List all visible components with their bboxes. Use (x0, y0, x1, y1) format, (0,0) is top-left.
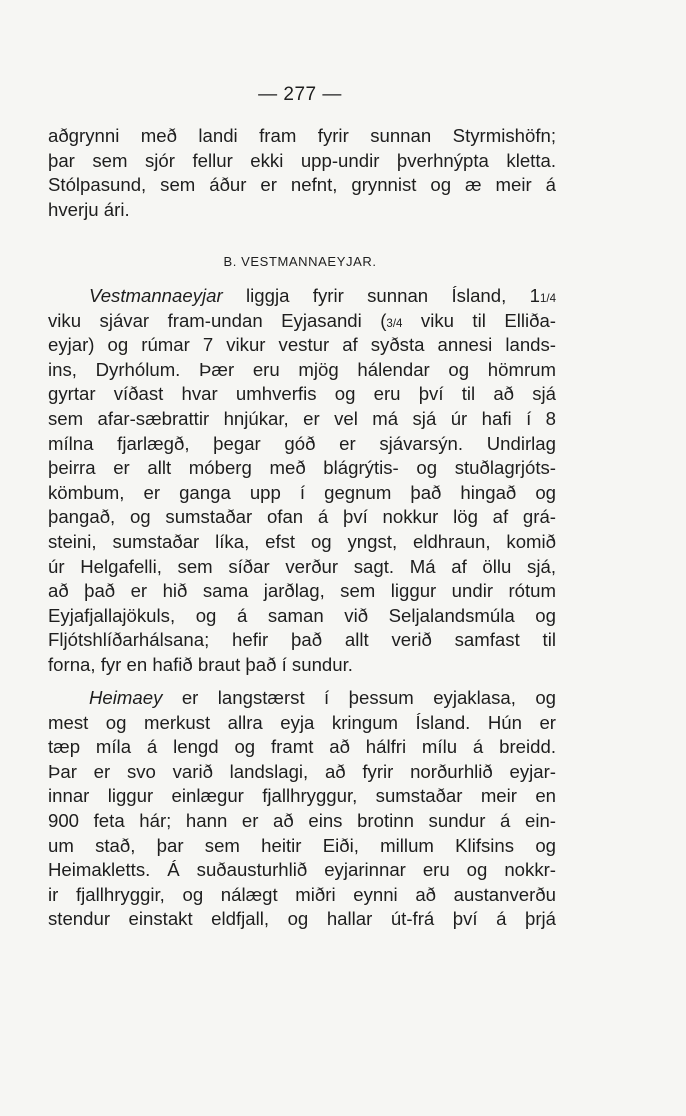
text-line: kömbum, er ganga upp í gegnum það hingað og (48, 481, 556, 503)
text-line: 900 feta hár; hann er að eins brotinn sundur á ein- (48, 809, 556, 831)
text-line: mest og merkust allra eyja kringum Ísland. Hún er (48, 711, 556, 733)
fraction: 3/4 (386, 317, 403, 330)
fraction-whole: 1 (529, 285, 540, 306)
text-line: hverju ári. (48, 198, 130, 220)
text-line: stendur einstakt eldfjall, og hallar út-frá því á þrjá (48, 908, 556, 930)
text-line (48, 309, 556, 334)
text-line: þeirra er allt móberg með blágrýtis- og stuðlagrjóts- (48, 457, 556, 479)
text-line: Heimakletts. Á suðausturhlið eyjarinnar eru og nokkr- (48, 859, 556, 881)
text-line (48, 686, 556, 711)
text-line: steini, sumstaðar líka, efst og yngst, eldhraun, komið (48, 530, 556, 552)
text-line (48, 284, 556, 309)
text-line: ir fjallhryggir, og nálægt miðri eynni að austanverðu (48, 883, 556, 905)
text-line: mílna fjarlægð, þegar góð er sjávarsýn. Undirlag (48, 432, 556, 454)
text-line: innar liggur einlægur fjallhryggur, sumstaðar meir en (48, 785, 556, 807)
text-line: gyrtar víðast hvar umhverfis og eru því til að sjá (48, 383, 556, 405)
paragraph-vestmannaeyjar (48, 284, 556, 678)
text-line: Stólpasund, sem áður er nefnt, grynnist og æ meir á (48, 174, 556, 196)
italic-term: Vestmannaeyjar (89, 285, 223, 306)
text-line: ins, Dyrhólum. Þær eru mjög hálendar og hömrum (48, 358, 556, 380)
text-line: Þar er svo varið landslagi, að fyrir norðurhlið eyjar- (48, 760, 556, 782)
italic-term: Heimaey (89, 687, 163, 708)
text-line: eyjar) og rúmar 7 vikur vestur af syðsta annesi lands- (48, 334, 556, 356)
section-heading: B. VESTMANNAEYJAR. (223, 254, 377, 269)
page-number: — 277 — (258, 84, 342, 105)
text-line: þangað, og sumstaðar ofan á því nokkur lög af grá- (48, 506, 556, 528)
text-line: um stað, þar sem heitir Eiði, millum Klifsins og (48, 834, 556, 856)
text-span: er langstærst í þessum eyjaklasa, og (181, 687, 556, 708)
text-line: tæp míla á lengd og framt að hálfri mílu á breidd. (48, 736, 556, 758)
text-line: forna, fyr en hafið braut það í sundur. (48, 653, 353, 675)
text-line: úr Helgafelli, sem síðar verður sagt. Má af öllu sjá, (48, 555, 556, 577)
text-line: þar sem sjór fellur ekki upp-undir þverhnýpta kletta. (48, 149, 556, 171)
text-line: Eyjafjallajökuls, og á saman við Seljalandsmúla og (48, 604, 556, 626)
text-line: að það er hið sama jarðlag, sem liggur undir rótum (48, 580, 556, 602)
paragraph-heimaey (48, 686, 556, 932)
text-span: viku sjávar fram-undan Eyjasandi ( (48, 309, 387, 331)
text-span: liggja fyrir sunnan Ísland, (246, 285, 507, 306)
top-paragraph (48, 124, 556, 222)
text-span: viku til Elliða- (420, 309, 556, 331)
text-line: sem afar-sæbrattir hnjúkar, er vel má sjá úr hafi í 8 (48, 407, 556, 429)
fraction: 1/4 (539, 293, 556, 305)
text-line: aðgrynni með landi fram fyrir sunnan Styrmishöfn; (48, 125, 556, 146)
text-line: Fljótshlíðarhálsana; hefir það allt verið samfast til (48, 629, 556, 651)
